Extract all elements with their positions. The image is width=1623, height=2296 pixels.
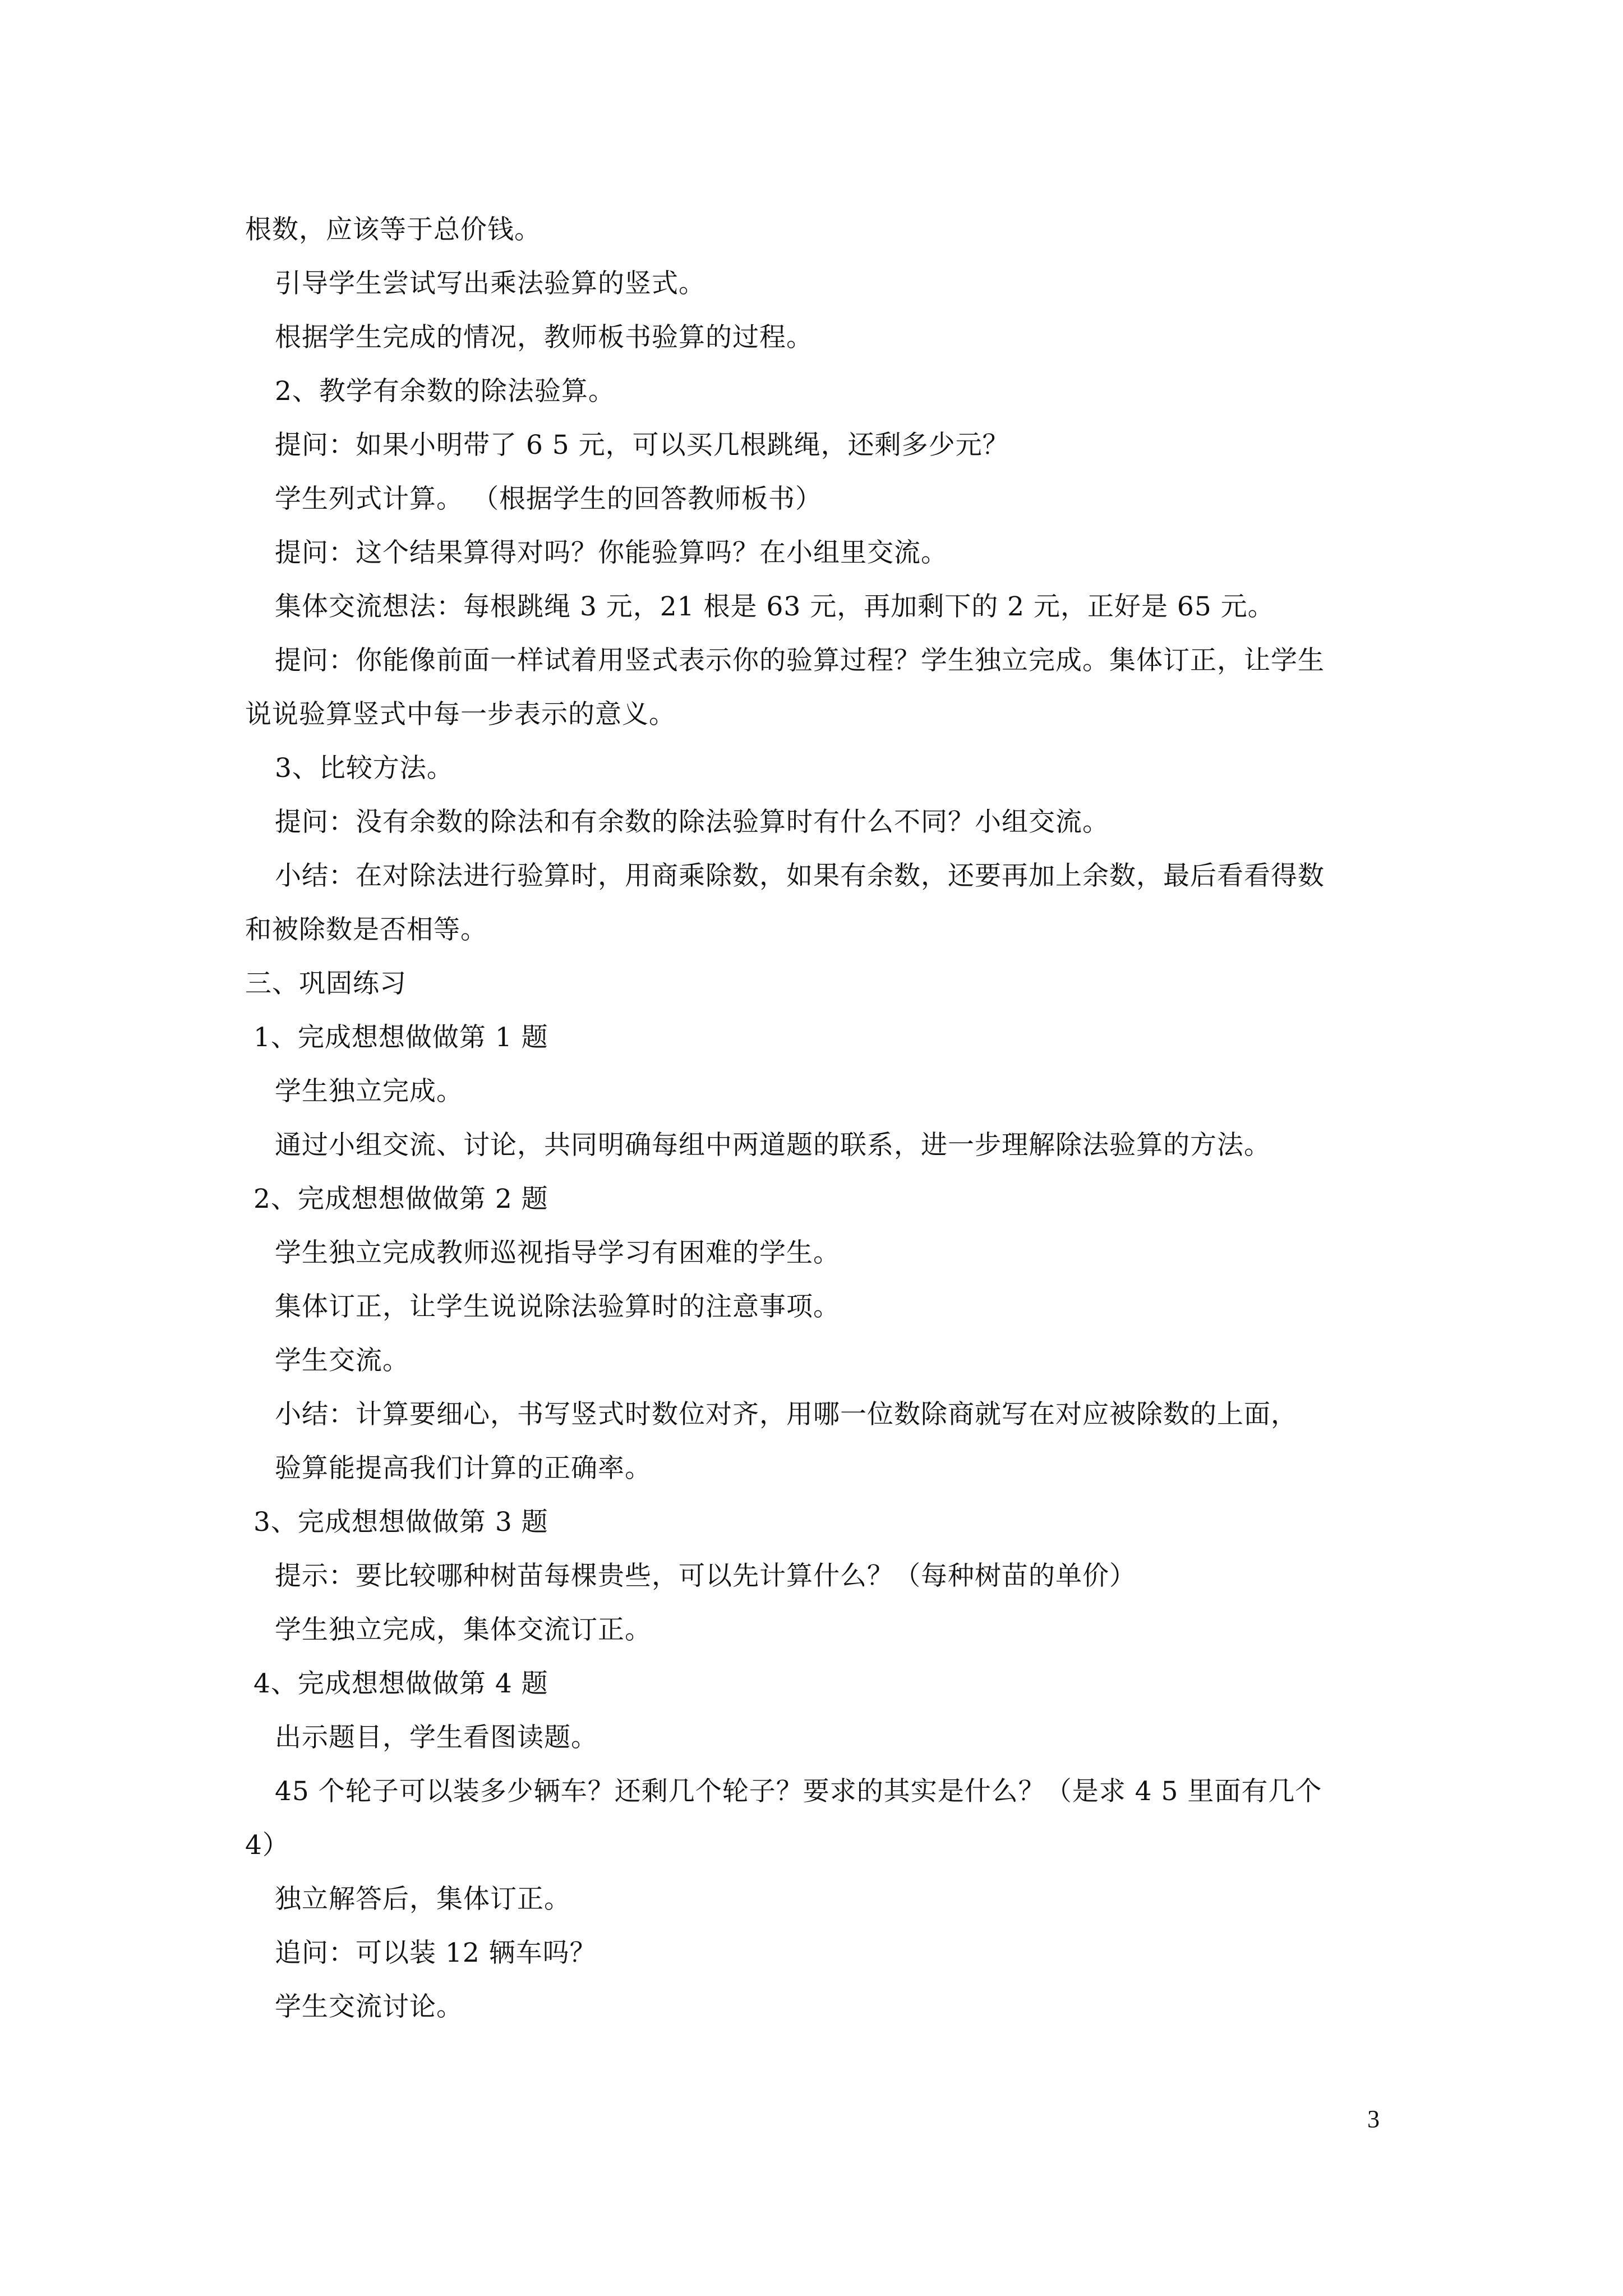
text-line: 3、完成想想做做第 3 题 <box>253 1507 548 1538</box>
text-line: 45 个轮子可以装多少辆车？还剩几个轮子？要求的其实是什么？（是求 4 5 里面有几个 <box>275 1776 1322 1807</box>
text-line: 学生独立完成。 <box>275 1076 463 1107</box>
text-line: 集体交流想法：每根跳绳 3 元，21 根是 63 元，再加剩下的 2 元，正好是 65 元。 <box>275 591 1275 622</box>
text-line: 4） <box>245 1830 289 1861</box>
text-line: 追问：可以装 12 辆车吗？ <box>275 1938 597 1968</box>
text-line: 集体订正，让学生说说除法验算时的注意事项。 <box>275 1291 840 1322</box>
text-line: 学生交流讨论。 <box>275 1991 463 2022</box>
text-line: 小结：在对除法进行验算时，用商乘除数，如果有余数，还要再加上余数，最后看看得数 <box>275 861 1325 891</box>
text-line: 通过小组交流、讨论，共同明确每组中两道题的联系，进一步理解除法验算的方法。 <box>275 1130 1271 1161</box>
text-line: 学生列式计算。 （根据学生的回答教师板书） <box>275 484 822 514</box>
text-line: 和被除数是否相等。 <box>245 914 487 945</box>
text-line: 提问：这个结果算得对吗？你能验算吗？在小组里交流。 <box>275 537 948 568</box>
text-line: 独立解答后，集体订正。 <box>275 1884 571 1915</box>
text-line: 学生独立完成教师巡视指导学习有困难的学生。 <box>275 1237 840 1268</box>
text-line: 出示题目，学生看图读题。 <box>275 1722 598 1753</box>
text-line: 学生交流。 <box>275 1345 409 1376</box>
text-line: 说说验算竖式中每一步表示的意义。 <box>245 699 676 730</box>
text-line: 1、完成想想做做第 1 题 <box>253 1022 548 1053</box>
text-line: 验算能提高我们计算的正确率。 <box>275 1453 652 1484</box>
text-line: 2、教学有余数的除法验算。 <box>275 376 615 407</box>
text-line: 引导学生尝试写出乘法验算的竖式。 <box>275 268 706 299</box>
text-line: 3、比较方法。 <box>275 753 454 784</box>
text-line: 提问：没有余数的除法和有余数的除法验算时有什么不同？小组交流。 <box>275 807 1109 838</box>
text-line: 根数，应该等于总价钱。 <box>245 214 541 245</box>
text-line: 2、完成想想做做第 2 题 <box>253 1184 548 1214</box>
text-line: 根据学生完成的情况，教师板书验算的过程。 <box>275 322 813 353</box>
section-heading: 三、巩固练习 <box>245 968 407 999</box>
text-line: 提问：如果小明带了 6 5 元，可以买几根跳绳，还剩多少元？ <box>275 430 1009 461</box>
text-line: 小结：计算要细心，书写竖式时数位对齐，用哪一位数除商就写在对应被除数的上面， <box>275 1399 1298 1430</box>
text-line: 提示：要比较哪种树苗每棵贵些，可以先计算什么？（每种树苗的单价） <box>275 1561 1136 1591</box>
text-line: 学生独立完成，集体交流订正。 <box>275 1614 652 1645</box>
text-line: 提问：你能像前面一样试着用竖式表示你的验算过程？学生独立完成。集体订正，让学生 <box>275 645 1325 676</box>
text-line: 4、完成想想做做第 4 题 <box>253 1668 548 1699</box>
page-number: 3 <box>1367 2105 1380 2133</box>
